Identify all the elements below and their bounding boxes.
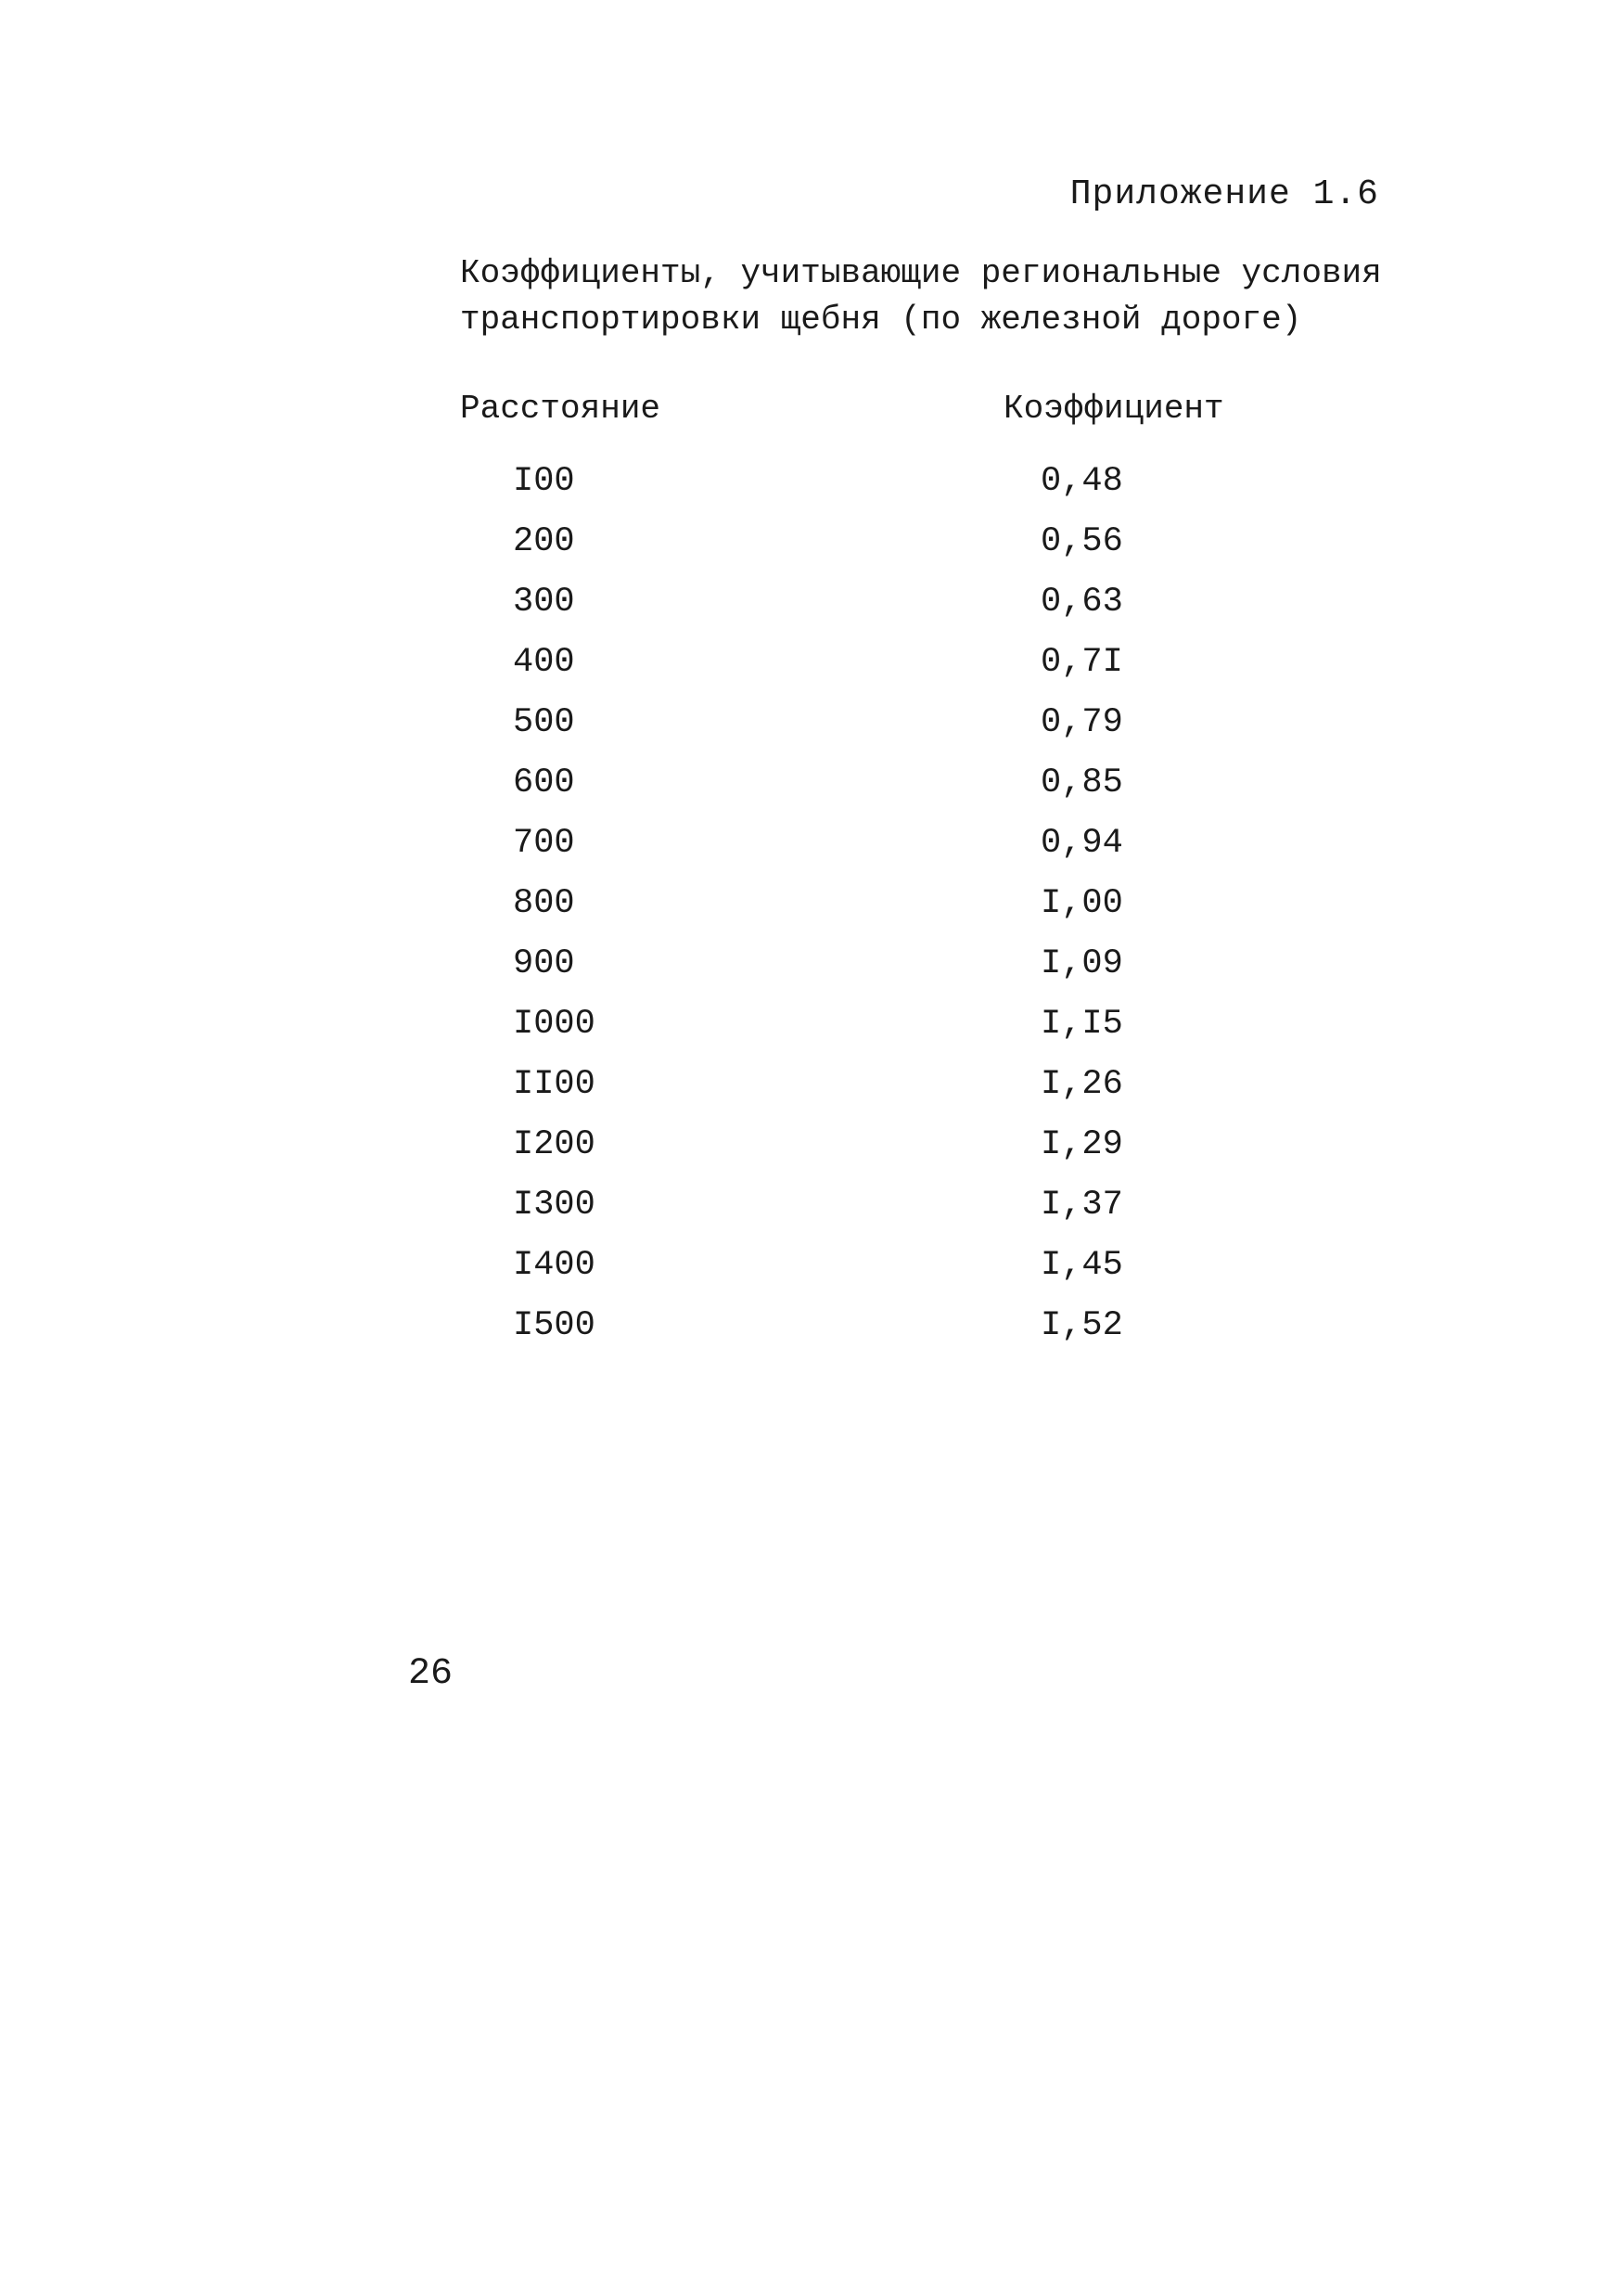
column-header-coefficient: Коэффициент — [1004, 390, 1224, 428]
document-title — [460, 250, 1382, 343]
document-title-line-2: транспортировки щебня (по железной дороге) — [460, 301, 1302, 339]
table-row — [0, 824, 1624, 884]
distance-cell: I400 — [513, 1246, 595, 1285]
table-row — [0, 462, 1624, 522]
distance-cell: 800 — [513, 884, 575, 923]
distance-cell: I300 — [513, 1186, 595, 1225]
document-title-line-1: Коэффициенты, учитывающие региональные условия — [460, 254, 1382, 292]
table-row — [0, 643, 1624, 703]
distance-cell: I200 — [513, 1125, 595, 1164]
distance-cell: I500 — [513, 1306, 595, 1345]
table-row — [0, 1065, 1624, 1125]
distance-cell: 500 — [513, 703, 575, 742]
distance-cell: 700 — [513, 824, 575, 863]
coefficient-cell: I,26 — [1041, 1065, 1123, 1104]
table-row — [0, 1246, 1624, 1306]
table-row — [0, 1125, 1624, 1186]
coefficient-cell: I,52 — [1041, 1306, 1123, 1345]
table-row — [0, 1186, 1624, 1246]
distance-cell: 300 — [513, 583, 575, 622]
table-row — [0, 583, 1624, 643]
distance-cell: 600 — [513, 763, 575, 802]
coefficient-cell: I,09 — [1041, 944, 1123, 983]
appendix-label: Приложение 1.6 — [1069, 174, 1379, 214]
distance-cell: I000 — [513, 1005, 595, 1044]
coefficient-cell: 0,7I — [1041, 643, 1123, 682]
coefficient-cell: 0,56 — [1041, 522, 1123, 561]
table-row — [0, 1005, 1624, 1065]
coefficient-cell: I,37 — [1041, 1186, 1123, 1225]
coefficient-cell: I,29 — [1041, 1125, 1123, 1164]
coefficient-cell: 0,79 — [1041, 703, 1123, 742]
coefficient-cell: 0,63 — [1041, 583, 1123, 622]
table-row — [0, 1306, 1624, 1367]
coefficient-cell: I,00 — [1041, 884, 1123, 923]
coefficient-table — [0, 462, 1624, 1367]
distance-cell: 900 — [513, 944, 575, 983]
coefficient-cell: 0,48 — [1041, 462, 1123, 501]
table-row — [0, 884, 1624, 944]
coefficient-cell: 0,94 — [1041, 824, 1123, 863]
coefficient-cell: I,I5 — [1041, 1005, 1123, 1044]
coefficient-cell: I,45 — [1041, 1246, 1123, 1285]
distance-cell: I00 — [513, 462, 575, 501]
coefficient-cell: 0,85 — [1041, 763, 1123, 802]
page-number: 26 — [408, 1653, 454, 1695]
distance-cell: II00 — [513, 1065, 595, 1104]
column-header-distance: Расстояние — [460, 390, 661, 428]
table-row — [0, 522, 1624, 583]
table-row — [0, 763, 1624, 824]
table-row — [0, 703, 1624, 763]
distance-cell: 200 — [513, 522, 575, 561]
table-row — [0, 944, 1624, 1005]
distance-cell: 400 — [513, 643, 575, 682]
